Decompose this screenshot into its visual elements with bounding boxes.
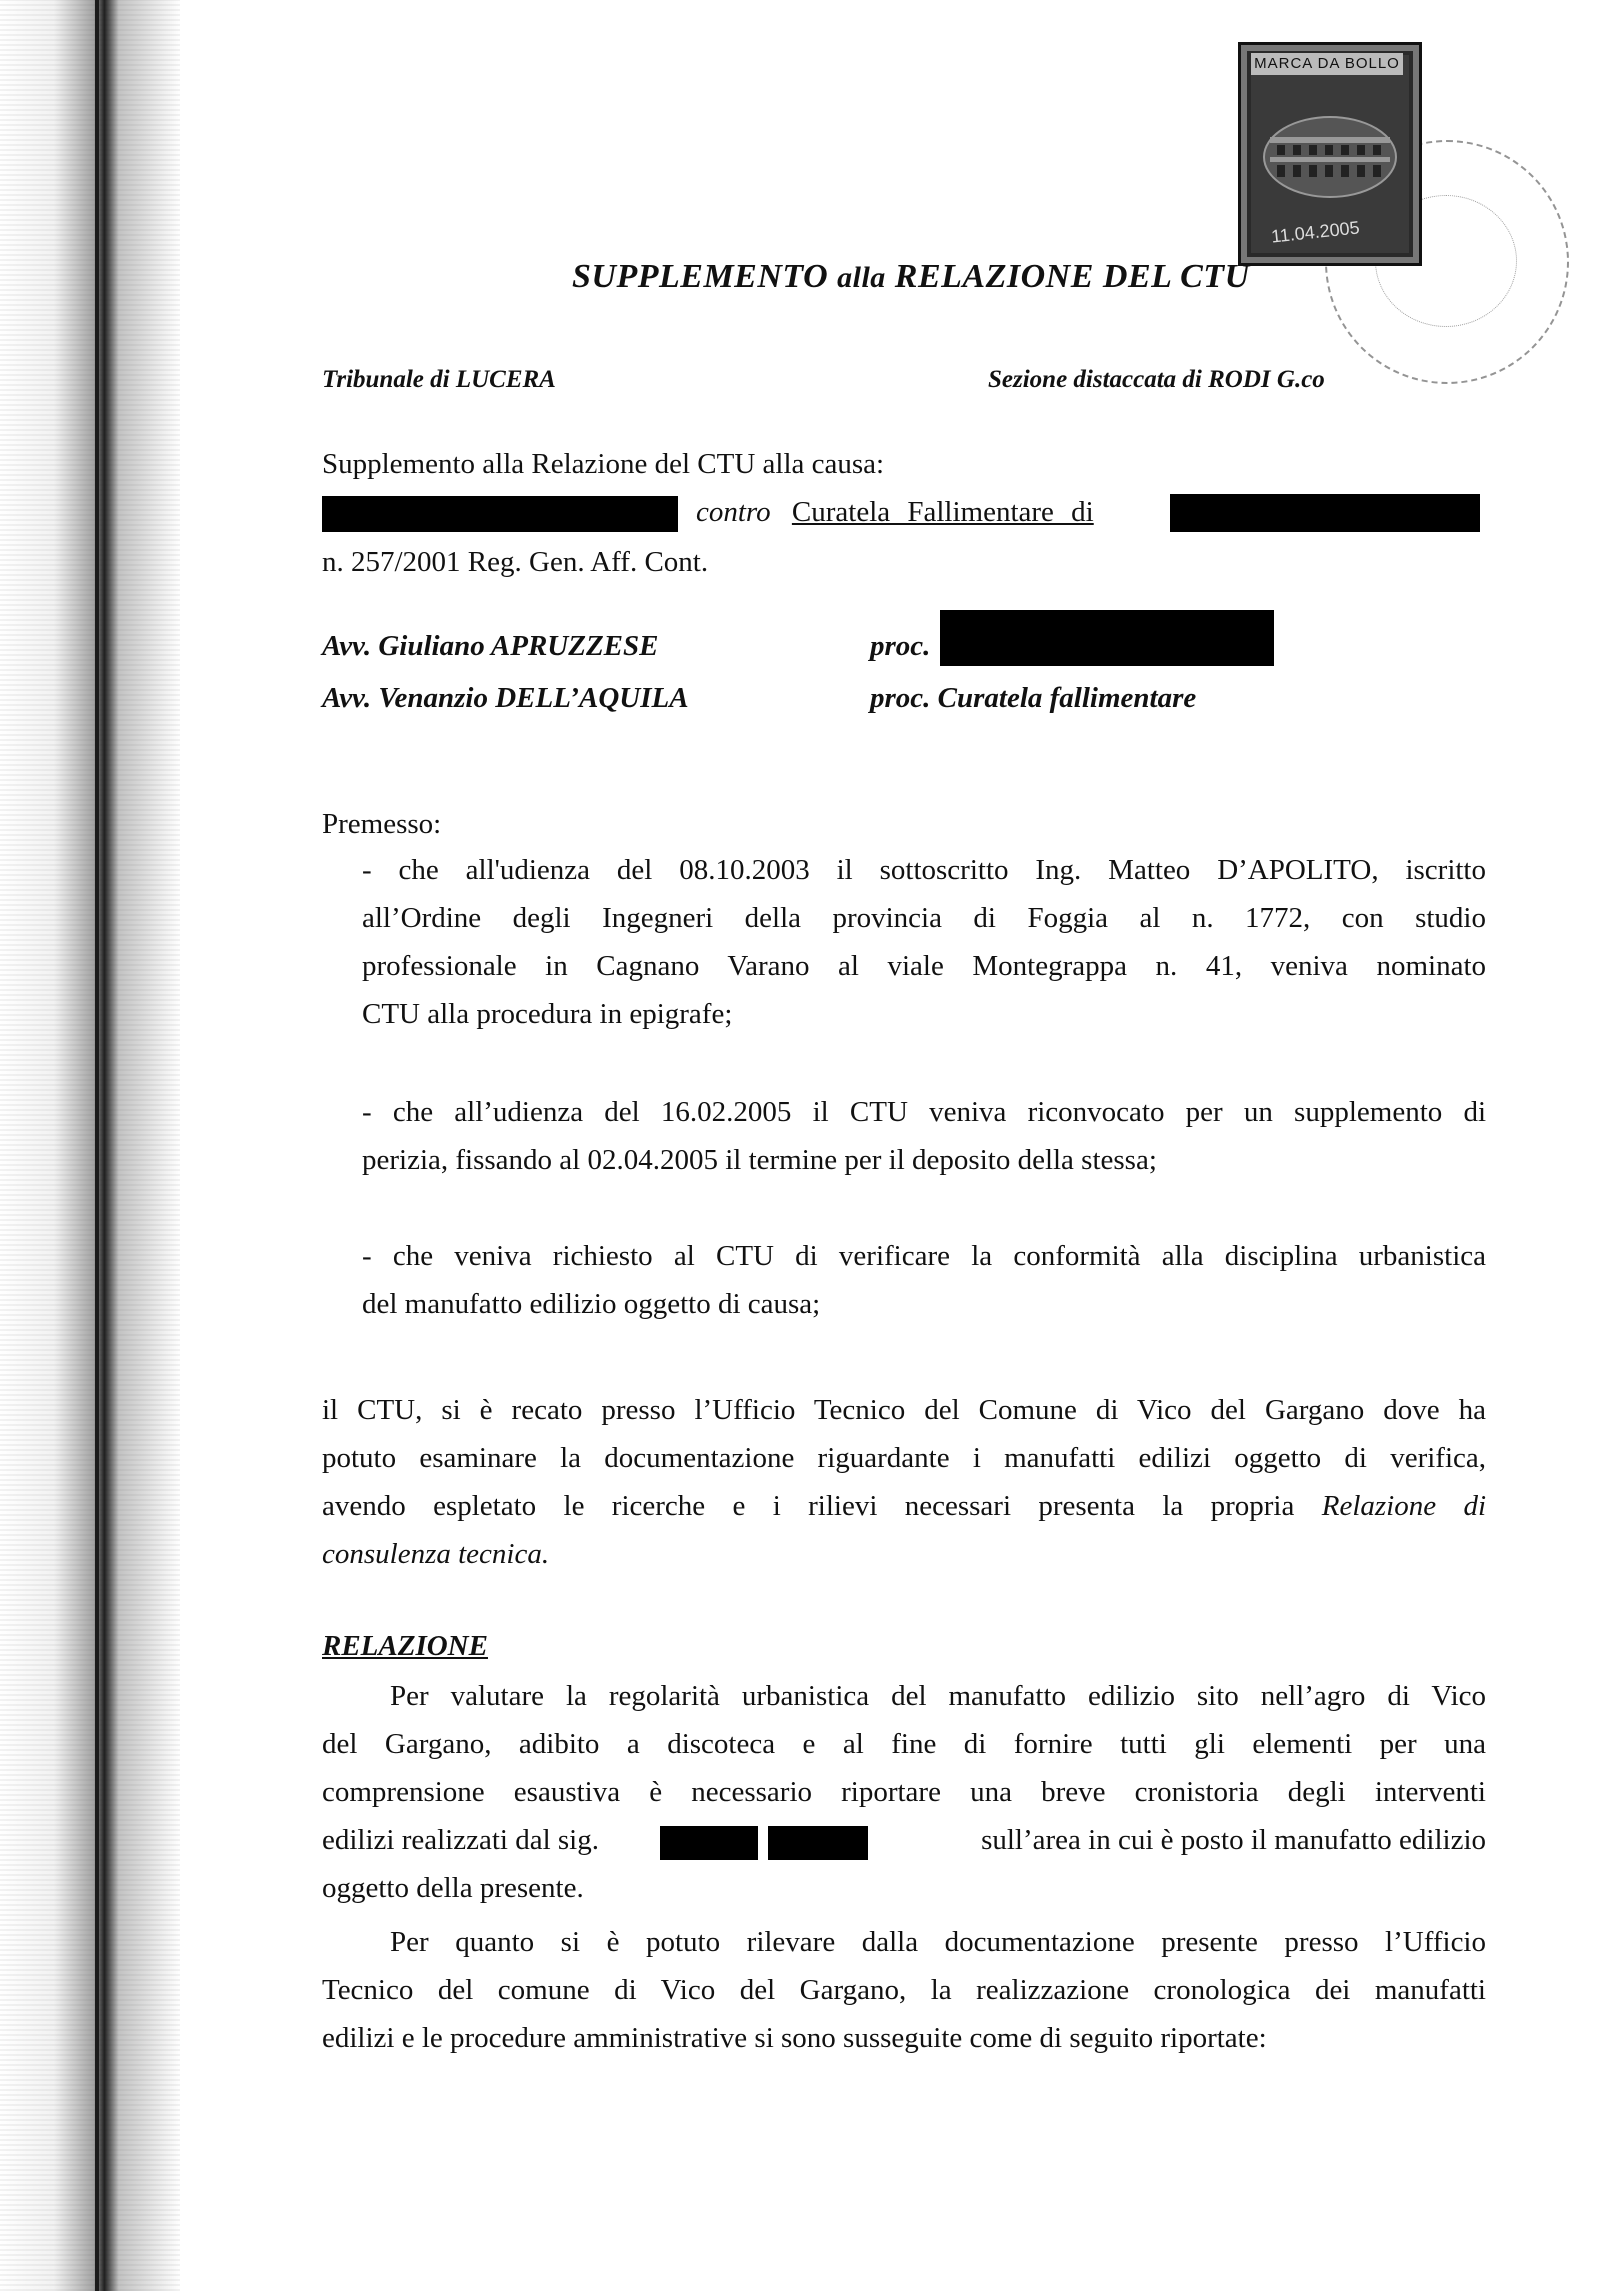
premesso-2-line-1: - che all’udienza del 16.02.2005 il CTU veniva riconvocato per un supplemento di [362, 1096, 1486, 1128]
premesso-1-line-4: CTU alla procedura in epigrafe; [362, 998, 733, 1030]
rel-p2-line-2: Tecnico del comune di Vico del Gargano, la realizzazione cronologica dei manufatti [322, 1974, 1486, 2006]
premesso-3-line-1: - che veniva richiesto al CTU di verificare la conformità alla disciplina urbanistica [362, 1240, 1486, 1272]
premesso-1-line-1: - che all'udienza del 08.10.2003 il sottoscritto Ing. Matteo D’APOLITO, iscritto [362, 854, 1486, 886]
title-supplemento: SUPPLEMENTO [572, 258, 829, 295]
contro-word: contro [696, 496, 771, 528]
curatela-text: Curatela Fallimentare di [791, 496, 1094, 528]
revenue-stamp-date: 11.04.2005 [1270, 217, 1361, 247]
ctu-line-3-text: avendo espletato le ricerche e i rilievi necessari presenta la propria [322, 1490, 1295, 1522]
case-number: n. 257/2001 Reg. Gen. Aff. Cont. [322, 546, 709, 578]
redaction-name-1 [660, 1826, 758, 1860]
rel-p1-line-5: oggetto della presente. [322, 1872, 584, 1904]
premesso-item-3 [362, 1232, 1486, 1328]
redaction-name-2 [768, 1826, 868, 1860]
redaction-party-2 [1170, 494, 1480, 532]
premesso-1-line-2: all’Ordine degli Ingegneri della provincia di Foggia al n. 1772, con studio [362, 902, 1486, 934]
rel-p2-line-3: edilizi e le procedure amministrative si sono susseguite come di seguito riportate: [322, 2022, 1267, 2054]
document-title [572, 258, 1250, 296]
ctu-line-4: consulenza tecnica. [322, 1538, 550, 1570]
ctu-paragraph [322, 1386, 1486, 1578]
proc-2: proc. Curatela fallimentare [870, 682, 1197, 714]
scanned-binding-edge [0, 0, 180, 2291]
premesso-3-line-2: del manufatto edilizio oggetto di causa; [362, 1288, 821, 1320]
rel-p1-line-4a: edilizi realizzati dal sig. [322, 1824, 599, 1856]
redaction-party-1 [322, 496, 678, 532]
title-relazione: RELAZIONE DEL CTU [894, 258, 1250, 295]
revenue-stamp [1238, 42, 1422, 266]
rel-p1-line-3: comprensione esaustiva è necessario riportare una breve cronistoria degli interventi [322, 1776, 1486, 1808]
court-name: Tribunale di LUCERA [322, 366, 556, 393]
intro-contro-line [696, 488, 1094, 536]
binding-line [95, 0, 99, 2291]
premesso-item-1 [362, 846, 1486, 1038]
rel-p2-line-1: Per quanto si è potuto rilevare dalla documentazione presente presso l’Ufficio [390, 1926, 1486, 1958]
premesso-1-line-3: professionale in Cagnano Varano al viale Montegrappa n. 41, veniva nominato [362, 950, 1486, 982]
revenue-stamp-label: MARCA DA BOLLO [1251, 53, 1403, 75]
ctu-line-1: il CTU, si è recato presso l’Ufficio Tecnico del Comune di Vico del Gargano dove ha [322, 1394, 1486, 1426]
premesso-label: Premesso: [322, 808, 442, 840]
intro-line: Supplemento alla Relazione del CTU alla causa: [322, 448, 885, 480]
proc-1-label: proc. [870, 630, 931, 662]
rel-p1-line-4b: sull’area in cui è posto il manufatto edilizio [981, 1824, 1486, 1856]
lawyer-2: Avv. Venanzio DELL’AQUILA [322, 682, 689, 714]
ctu-line-2: potuto esaminare la documentazione riguardante i manufatti edilizi oggetto di verifica, [322, 1442, 1486, 1474]
colosseum-icon [1255, 87, 1405, 207]
ctu-line-3 [322, 1482, 1486, 1530]
title-alla: alla [837, 261, 886, 294]
rel-p1-line-2: del Gargano, adibito a discoteca e al fine di fornire tutti gli elementi per una [322, 1728, 1486, 1760]
court-section: Sezione distaccata di RODI G.co [988, 366, 1325, 393]
relazione-heading: RELAZIONE [322, 1630, 488, 1662]
ctu-line-3-italic: Relazione di [1321, 1490, 1487, 1522]
relazione-paragraph-1 [322, 1672, 1486, 1912]
redaction-proc-1 [940, 610, 1274, 666]
premesso-2-line-2: perizia, fissando al 02.04.2005 il termine per il deposito della stessa; [362, 1144, 1157, 1176]
lawyer-1: Avv. Giuliano APRUZZESE [322, 630, 659, 662]
relazione-paragraph-2 [322, 1918, 1486, 2062]
premesso-item-2 [362, 1088, 1486, 1184]
rel-p1-line-1: Per valutare la regolarità urbanistica del manufatto edilizio sito nell’agro di Vico [390, 1680, 1486, 1712]
rel-p1-line-4 [322, 1816, 1486, 1864]
